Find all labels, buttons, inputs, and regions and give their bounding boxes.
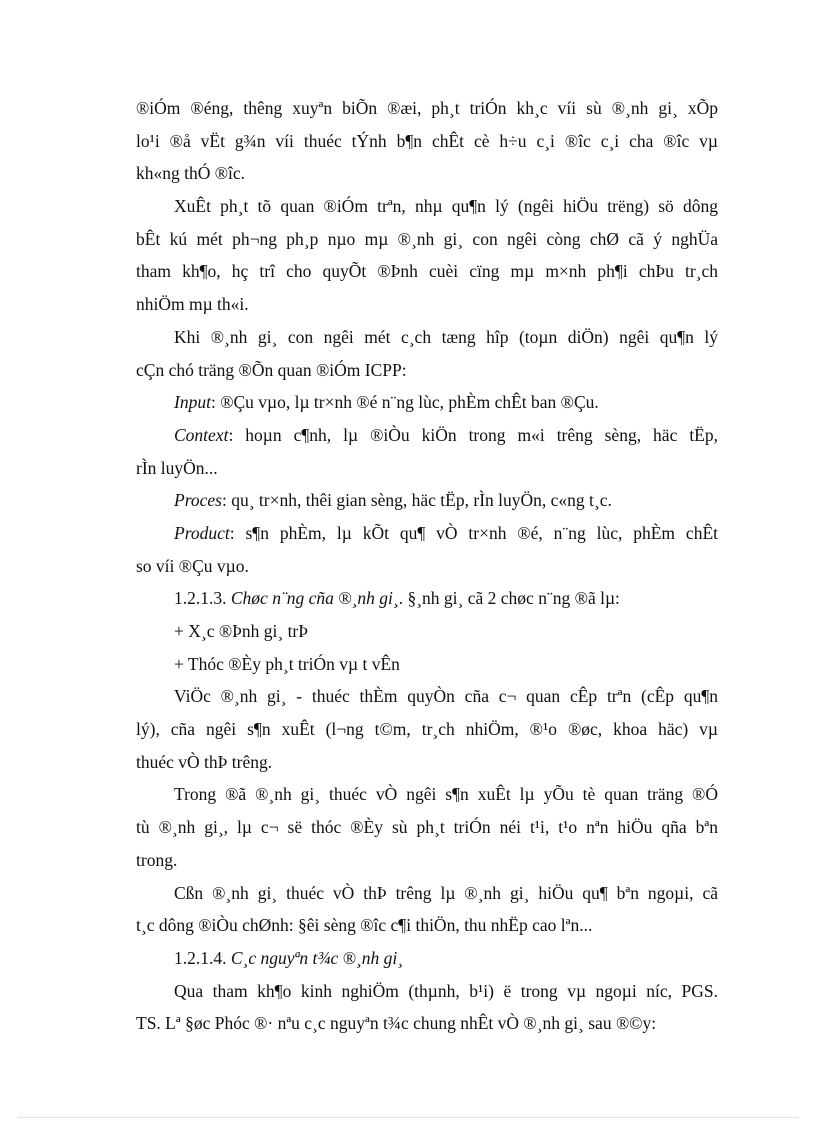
- body-line: XuÊt ph¸t tõ quan ®iÓm trªn, nhµ qu¶n lý (ngêi hiÖu trëng) sö dông: [174, 196, 718, 217]
- page-bottom-divider: [18, 1117, 798, 1118]
- body-line: ®iÓm ®éng, thêng xuyªn biÕn ®æi, ph¸t triÓn kh¸c víi sù ®¸nh gi¸ xÕp: [136, 98, 718, 118]
- body-line: cÇn chó träng ®Õn quan ®iÓm ICPP:: [136, 359, 407, 380]
- body-line: thuéc vÒ thÞ trêng.: [136, 751, 273, 772]
- body-line: ViÖc ®¸nh gi¸ - thuéc thÈm quyÒn cña c¬ quan cÊp trªn (cÊp qu¶n: [174, 686, 718, 707]
- body-line: nhiÖm mµ th«i.: [136, 294, 249, 315]
- body-line: tù ®¸nh gi¸, lµ c¬ së thóc ®Èy sù ph¸t triÓn néi t¹i, t¹o nªn hiÖu qña bªn: [136, 817, 718, 838]
- body-line: Qua tham kh¶o kinh nghiÖm (thµnh, b¹i) ë trong vµ ngoµi níc, PGS.: [174, 980, 718, 1001]
- list-item: + Thóc ®Èy ph¸t triÓn vµ t vÊn: [174, 653, 400, 674]
- body-line: bÊt kú mét ph¬ng ph¸p nµo mµ ®¸nh gi¸ con ngêi còng chØ cã ý nghÜa: [136, 228, 718, 249]
- list-item: + X¸c ®Þnh gi¸ trÞ: [174, 621, 308, 641]
- body-line: Cßn ®¸nh gi¸ thuéc vÒ thÞ trêng lµ ®¸nh gi¸ hiÖu qu¶ bªn ngoµi, cã: [174, 882, 718, 903]
- body-line: tham kh¶o, hç trî cho quyÕt ®Þnh cuèi cïng mµ m×nh ph¶i chÞu tr¸ch: [136, 261, 718, 282]
- body-line: kh«ng thÓ ®îc.: [136, 163, 246, 184]
- icpp-input-line: Input: ®Çu vµo, lµ tr×nh ®é n¨ng lùc, phÈm chÊt ban ®Çu.: [174, 392, 599, 413]
- body-line: TS. Lª §øc Phóc ®· nªu c¸c nguyªn t¾c chung nhÊt vÒ ®¸nh gi¸ sau ®©y:: [136, 1013, 657, 1034]
- body-line: t¸c dông ®iÒu chØnh: §êi sèng ®îc c¶i thiÖn, thu nhËp cao lªn...: [136, 915, 593, 936]
- body-line: so víi ®Çu vµo.: [136, 555, 249, 576]
- body-line: lo¹i ®å vËt g¾n víi thuéc tÝnh b¶n chÊt cè h÷u c¸i ®îc c¸i cha ®îc vµ: [136, 130, 718, 151]
- body-line: trong.: [136, 849, 178, 870]
- icpp-proces-line: Proces: qu¸ tr×nh, thêi gian sèng, häc tËp, rÌn luyÖn, c«ng t¸c.: [174, 490, 612, 511]
- document-page: [136, 92, 718, 1040]
- section-heading-1-2-1-3: 1.2.1.3. Chøc n¨ng cña ®¸nh gi¸. §¸nh gi¸ cã 2 chøc n¨ng ®ã lµ:: [174, 588, 620, 609]
- body-line: Khi ®¸nh gi¸ con ngêi mét c¸ch tæng hîp (toµn diÖn) ngêi qu¶n lý: [174, 326, 718, 347]
- body-line: rÌn luyÖn...: [136, 457, 218, 478]
- body-line: lý), cña ngêi s¶n xuÊt (l¬ng t©m, tr¸ch nhiÖm, ®¹o ®øc, khoa häc) vµ: [136, 719, 718, 740]
- icpp-context-line: Context: hoµn c¶nh, lµ ®iÒu kiÖn trong m«i trêng sèng, häc tËp,: [174, 424, 718, 445]
- body-line: Trong ®ã ®¸nh gi¸ thuéc vÒ ngêi s¶n xuÊt lµ yÕu tè quan träng ®Ó: [174, 784, 718, 805]
- icpp-product-line: Product: s¶n phÈm, lµ kÕt qu¶ vÒ tr×nh ®é, n¨ng lùc, phÈm chÊt: [174, 522, 718, 543]
- section-heading-1-2-1-4: 1.2.1.4. C¸c nguyªn t¾c ®¸nh gi¸: [174, 947, 404, 968]
